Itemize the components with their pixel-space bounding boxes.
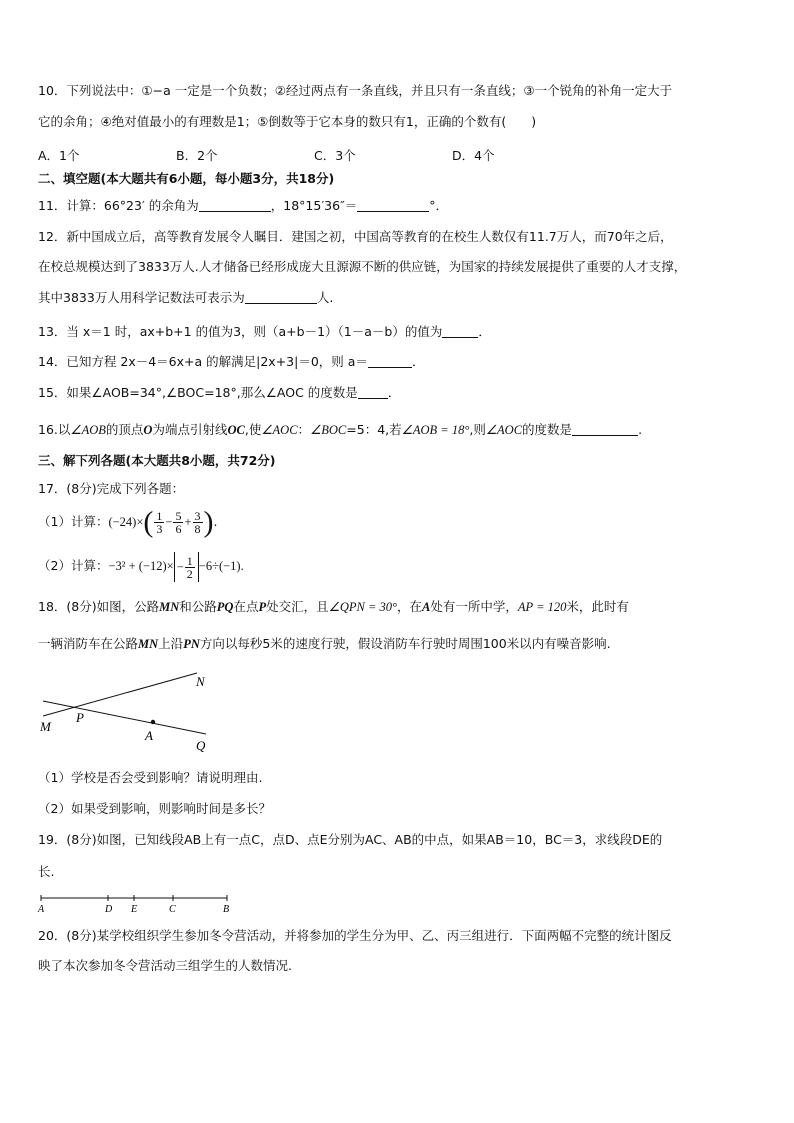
road-mn <box>43 673 197 716</box>
q18-line1 <box>38 599 629 615</box>
q13 <box>38 324 491 340</box>
q11-text-a: 11．计算：66°23′ 的余角为 <box>38 198 199 213</box>
q18-text-a: 18．(8分)如图，公路 <box>38 599 160 614</box>
label-d: D <box>105 904 113 915</box>
q11-blank-1 <box>199 199 271 212</box>
q10-option-b: B．2个 <box>176 148 218 163</box>
q12-text-b: 人. <box>316 290 334 305</box>
fraction-3-8 <box>193 510 203 535</box>
label-a: A <box>145 728 153 743</box>
q19-line2: 长. <box>38 864 55 879</box>
q14-text-a: 14．已知方程 2x－4＝6x+a 的解满足|2x+3|＝0，则 a＝ <box>38 354 368 369</box>
q16-angle-aob: ∠AOB <box>70 423 106 437</box>
q14 <box>38 354 424 370</box>
q17-part2-post: −6÷(−1). <box>198 559 244 573</box>
fraction-numerator: 1 <box>186 553 193 568</box>
abs-minus: − <box>176 559 184 574</box>
q18-road-mn: MN <box>159 600 180 614</box>
q18-distance-ap: AP = 120 <box>517 600 567 614</box>
fraction-denominator: 8 <box>194 522 201 536</box>
q16-text-d: ,使 <box>244 422 262 437</box>
operator-plus: + <box>184 515 192 529</box>
q18-road-mn-2: MN <box>138 637 159 651</box>
q16-text-h: 的度数是 <box>522 422 573 437</box>
fraction-5-6 <box>173 510 183 535</box>
q18-point-a: A <box>422 600 431 614</box>
q19-line1: 19．(8分)如图，已知线段AB上有一点C，点D、点E分别为AC、AB的中点，如果AB＝10，BC＝3，求线段DE的 <box>38 832 663 847</box>
q18-text-h: 一辆消防车在公路 <box>38 636 139 651</box>
q11-text-c: °． <box>429 198 449 213</box>
q11-text-b: ，18°15′36″＝ <box>270 198 358 213</box>
q18-angle-condition: ∠QPN = 30° <box>328 600 398 614</box>
q18-text-j: 方向以每秒5米的速度行驶，假设消防车行驶时周围100米以内有噪音影响. <box>199 636 611 651</box>
q17-part2 <box>38 549 244 583</box>
q17-part1-label: （1）计算： <box>38 514 109 529</box>
q12-text-a: 其中3833万人用科学记数法可表示为 <box>38 290 245 305</box>
q18-text-f: 处有一所中学， <box>430 599 518 614</box>
q11-blank-2 <box>357 199 429 212</box>
label-e: E <box>131 904 138 915</box>
fraction-denominator: 2 <box>186 566 193 581</box>
q16-blank <box>572 423 638 436</box>
q16-text-b: 的顶点 <box>105 422 144 437</box>
q10-option-c: C．3个 <box>314 148 356 163</box>
q17-part1 <box>38 505 218 539</box>
fraction-numerator: 5 <box>175 509 182 523</box>
q18-text-e: ，在 <box>397 599 423 614</box>
q20-line2: 映了本次参加冬令营活动三组学生的人数情况. <box>38 958 292 973</box>
q17-part2-label: （2）计算： <box>38 558 109 573</box>
q17-title: 17．(8分)完成下列各题： <box>38 481 185 496</box>
q10-option-d: D．4个 <box>452 148 495 163</box>
q17-right-paren: ) <box>203 505 214 539</box>
q16-angle-boc: ∠BOC <box>310 423 347 437</box>
q16-condition: ∠AOB = 18° <box>401 423 470 437</box>
q18-point-p: P <box>258 600 267 614</box>
q12-line2: 在校总规模达到了3833万人.人才储备已经形成庞大且源源不断的供应链，为国家的持续发展提供了重要的人才支撑， <box>38 259 687 274</box>
q16-text-c: 为端点引射线 <box>152 422 228 437</box>
q16-text-e: ： <box>297 422 311 437</box>
q17-part1-end: . <box>213 514 218 529</box>
q18-direction-pn: PN <box>183 637 200 651</box>
q18-subquestion-2: （2）如果受到影响，则影响时间是多长？ <box>38 801 271 816</box>
q18-text-d: 处交汇，且 <box>266 599 329 614</box>
q16-angle-aoc: ∠AOC <box>261 423 298 437</box>
label-a: A <box>38 904 45 915</box>
q10-option-a: A．1个 <box>38 148 80 163</box>
fraction-numerator: 3 <box>194 509 201 523</box>
q10-line2: 它的余角；④绝对值最小的有理数是1；⑤倒数等于它本身的数只有1，正确的个数有( ) <box>38 114 537 129</box>
q12-line1: 12．新中国成立后，高等教育发展令人瞩目．建国之初，中国高等教育的在校生人数仅有11.7万人，而70年之后， <box>38 229 673 244</box>
q18-line2 <box>38 636 611 652</box>
q13-text-a: 13．当 x＝1 时，ax+b+1 的值为3，则（a+b－1）（1－a－b）的值为 <box>38 324 443 339</box>
q17-part1-pre: (−24)× <box>108 515 144 529</box>
q15-blank <box>358 386 388 399</box>
q16-text-g: ,则 <box>469 422 486 437</box>
q16-text-a: 16.以 <box>38 422 71 437</box>
q12-blank <box>245 291 317 304</box>
q18-text-b: 和公路 <box>179 599 217 614</box>
fraction-denominator: 6 <box>175 522 182 536</box>
label-q: Q <box>196 738 206 753</box>
q19-figure <box>34 891 234 915</box>
q18-text-g: 米，此时有 <box>566 599 629 614</box>
q17-left-paren: ( <box>143 505 154 539</box>
absolute-value <box>174 552 199 582</box>
q17-part2-pre: −3² + (−12)× <box>108 559 174 573</box>
section-2-heading: 二、填空题(本大题共有6小题，每小题3分，共18分) <box>38 171 335 186</box>
q16-text-f: =5：4,若 <box>346 422 402 437</box>
q18-text-i: 上沿 <box>158 636 184 651</box>
fraction-1-3 <box>154 510 164 535</box>
q14-blank <box>368 355 412 368</box>
q16 <box>38 422 642 438</box>
label-p: P <box>76 710 84 725</box>
label-c: C <box>169 904 176 915</box>
q16-ray-oc: OC <box>227 423 245 437</box>
q14-text-b: ． <box>411 354 425 369</box>
q16-point-o: O <box>143 423 153 437</box>
q15-text-a: 15．如果∠AOB=34°,∠BOC=18°,那么∠AOC 的度数是 <box>38 385 358 400</box>
fraction-numerator: 1 <box>156 509 163 523</box>
school-point-a <box>151 720 155 724</box>
label-m: M <box>40 719 51 734</box>
q18-text-c: 在点 <box>233 599 259 614</box>
road-pq <box>43 701 206 734</box>
q13-text-b: ． <box>478 324 491 339</box>
q12-line3 <box>38 290 333 306</box>
label-b: B <box>223 904 230 915</box>
q16-angle-aoc-2: ∠AOC <box>485 423 523 437</box>
label-n: N <box>196 674 205 689</box>
fraction-1-2 <box>185 555 195 580</box>
q10-line1: 10．下列说法中：①−a 一定是一个负数；②经过两点有一条直线，并且只有一条直线；③一个锐角的补角一定大于 <box>38 83 673 98</box>
q15 <box>38 385 400 401</box>
q20-line1: 20．(8分)某学校组织学生参加冬令营活动，并将参加的学生分为甲、乙、丙三组进行．下面两幅不完整的统计图反 <box>38 928 672 943</box>
section-3-heading: 三、解下列各题(本大题共8小题，共72分) <box>38 453 276 468</box>
q18-road-pq: PQ <box>216 600 234 614</box>
q13-blank <box>442 325 478 338</box>
q15-text-b: ． <box>387 385 401 400</box>
operator-minus: − <box>165 515 173 529</box>
q11 <box>38 198 448 214</box>
fraction-denominator: 3 <box>156 522 163 536</box>
q18-subquestion-1: （1）学校是否会受到影响？请说明理由. <box>38 770 263 785</box>
q16-text-i: . <box>638 422 643 437</box>
q18-figure <box>30 668 230 760</box>
